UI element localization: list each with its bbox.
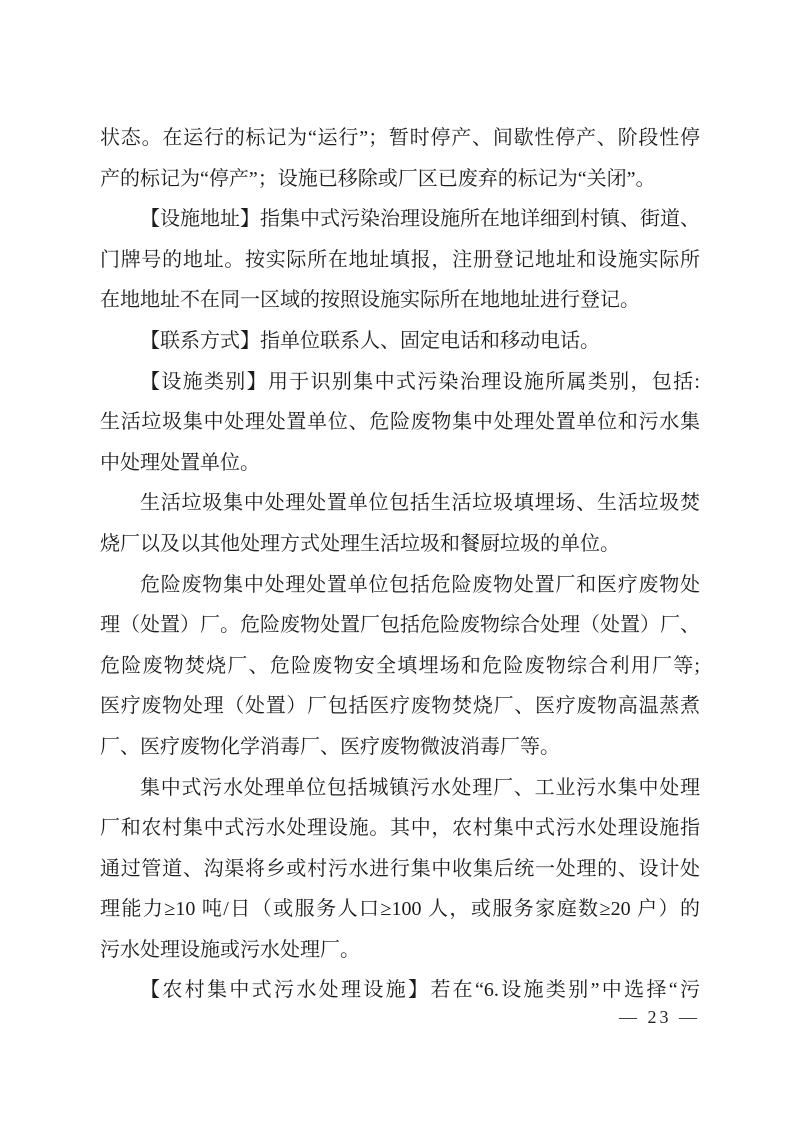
text-line: 理能力≥10 吨/日（或服务人口≥100 人，或服务家庭数≥20 户）的 [100, 898, 700, 921]
text-line: 生活垃圾集中处理处置单位包括生活垃圾填埋场、生活垃圾焚 [140, 492, 700, 515]
text-line: 在地地址不在同一区域的按照设施实际所在地地址进行登记。 [100, 289, 640, 312]
text-line: 状态。在运行的标记为“运行”；暂时停产、间歇性停产、阶段性停 [100, 127, 700, 149]
text-line: 门牌号的地址。按实际所在地址填报，注册登记地址和设施实际所 [100, 248, 700, 271]
text-line: 厂、医疗废物化学消毒厂、医疗废物微波消毒厂等。 [100, 735, 560, 758]
text-line: 厂和农村集中式污水处理设施。其中，农村集中式污水处理设施指 [100, 817, 700, 840]
text-line: 危险废物集中处理处置单位包括危险废物处置厂和医疗废物处 [140, 573, 700, 596]
text-line: 【农村集中式污水处理设施】若在“6.设施类别”中选择“污 [140, 979, 700, 1002]
text-line: 产的标记为“停产”；设施已移除或厂区已废弃的标记为“关闭”。 [100, 167, 656, 190]
text-line: 污水处理设施或污水处理厂。 [100, 938, 360, 961]
page-number: — 23 — [619, 1007, 700, 1027]
text-line: 理（处置）厂。危险废物处置厂包括危险废物综合处理（处置）厂、 [100, 614, 700, 637]
text-line: 烧厂以及以其他处理方式处理生活垃圾和餐厨垃圾的单位。 [100, 532, 620, 555]
text-line: 中处理处置单位。 [100, 451, 260, 474]
text-block [100, 118, 700, 1011]
text-line: 医疗废物处理（处置）厂包括医疗废物焚烧厂、医疗废物高温蒸煮 [100, 695, 700, 718]
text-line: 【设施类别】用于识别集中式污染治理设施所属类别，包括: [140, 370, 700, 393]
text-line: 生活垃圾集中处理处置单位、危险废物集中处理处置单位和污水集 [100, 411, 700, 434]
text-line: 【联系方式】指单位联系人、固定电话和移动电话。 [140, 329, 600, 352]
text-line: 【设施地址】指集中式污染治理设施所在地详细到村镇、街道、 [140, 208, 700, 231]
text-line: 危险废物焚烧厂、危险废物安全填埋场和危险废物综合利用厂等; [100, 654, 700, 677]
text-line: 通过管道、沟渠将乡或村污水进行集中收集后统一处理的、设计处 [100, 857, 700, 880]
text-line: 集中式污水处理单位包括城镇污水处理厂、工业污水集中处理 [140, 776, 700, 799]
